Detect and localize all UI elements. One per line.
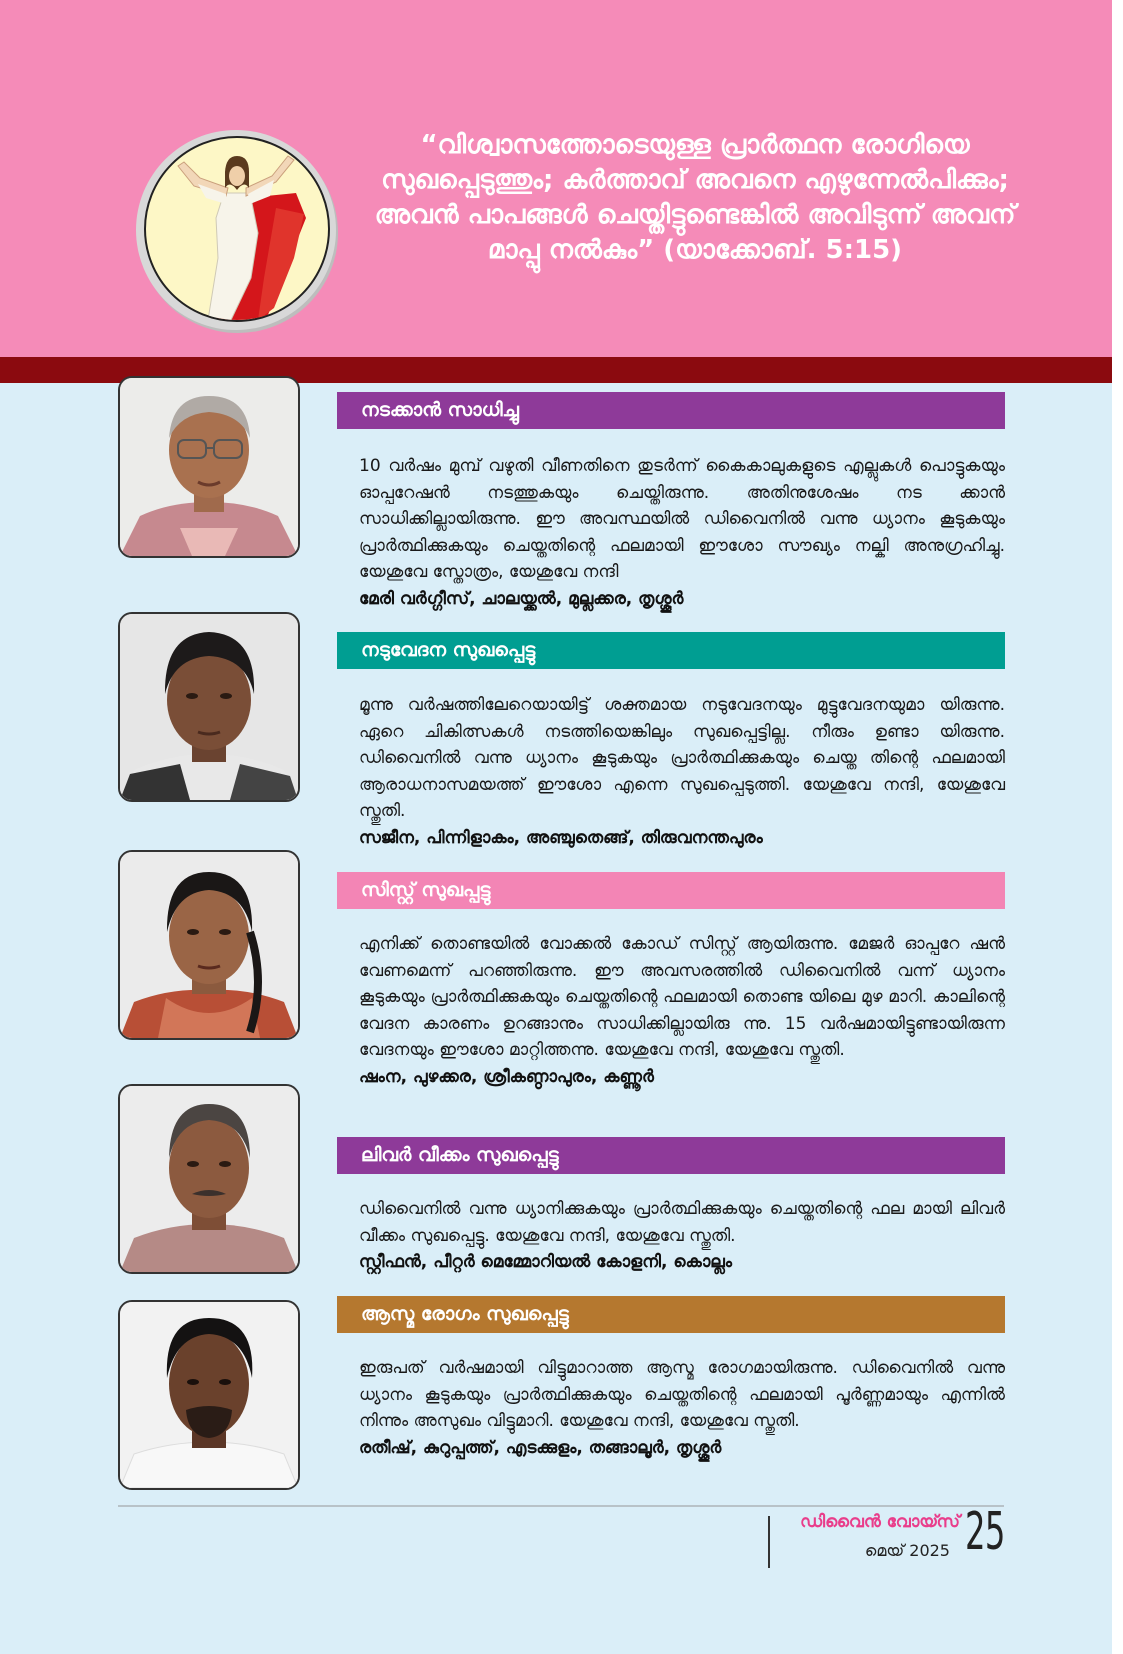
testimony-body-1: 10 വർഷം മുമ്പ് വഴുതി വീണതിനെ തുടർന്ന് കൈകാലുകളുടെ എല്ലുകൾ പൊട്ടുകയും ഓപ്പറേഷൻ നടത്തുകയും ചെയ്തിരുന്നു. അതിനുശേഷം നട ക്കാൻ സാധിക്കില്ലായിരുന്നു. ഈ അവസ്ഥയിൽ ഡിവൈനിൽ വന്നു ധ്യാനം കൂടുകയും പ്രാർത്ഥിക്കുകയും ചെയ്തതിന്റെ ഫലമായി ഈശോ സൗഖ്യം നല്കി അനുഗ്രഹിച്ചു. യേശുവേ സ്തോത്രം, യേശുവേ നന്ദി [359, 456, 1005, 582]
testimony-signature-2: സജീന, പിന്നിളാകം, അഞ്ചുതെങ്ങ്, തിരുവനന്തപുരം [359, 827, 763, 848]
testimony-photo-3 [118, 850, 300, 1040]
testimony-text-4 [359, 1196, 1005, 1276]
jesus-illustration [144, 136, 330, 322]
bible-quote: “വിശ്വാസത്തോടെയുള്ള പ്രാർത്ഥന രോഗിയെ സുഖപ്പെടുത്തും; കർത്താവ് അവനെ എഴുന്നേൽപിക്കും; അവൻ പാപങ്ങൾ ചെയ്തിട്ടുണ്ടെങ്കിൽ അവിടുന്ന് അവന് മാപ്പു നൽകും” (യാക്കോബ്. 5:15) [374, 130, 1016, 265]
testimony-text-1 [359, 453, 1005, 612]
testimony-photo-1 [118, 376, 300, 558]
testimony-photo-2 [118, 612, 300, 802]
issue-date: മെയ് 2025 [864, 1541, 950, 1560]
testimony-signature-5: രതീഷ്, കുറുപ്പത്ത്, എടക്കുളം, തങ്ങാലൂർ, തൃശ്ശൂർ [359, 1437, 722, 1458]
testimony-body-2: മൂന്നു വർഷത്തിലേറെയായിട്ട് ശക്തമായ നടുവേദനയും മുട്ടുവേദനയുമാ യിരുന്നു. ഏറെ ചികിത്സകൾ നടത്തിയെങ്കിലും സുഖപ്പെട്ടില്ല. നീരും ഉണ്ടാ യിരുന്നു. ഡിവൈനിൽ വന്നു ധ്യാനം കൂടുകയും പ്രാർത്ഥിക്കുകയും ചെയ്ത തിന്റെ ഫലമായി ആരാധനാസമയത്ത് ഈശോ എന്നെ സുഖപ്പെടുത്തി. യേശുവേ നന്ദി, യേശുവേ സ്തുതി. [359, 695, 1005, 821]
jesus-figure-image [146, 138, 328, 320]
magazine-name: ഡിവൈൻ വോയ്സ് [800, 1512, 960, 1532]
portrait-elderly-woman [120, 378, 298, 556]
testimony-title-4: ലിവർ വീക്കം സുഖപ്പെട്ടു [337, 1137, 1005, 1174]
portrait-woman-scarf [120, 852, 298, 1038]
testimony-body-4: ഡിവൈനിൽ വന്നു ധ്യാനിക്കുകയും പ്രാർത്ഥിക്കുകയും ചെയ്തതിന്റെ ഫല മായി ലിവർ വീക്കം സുഖപ്പെട്ടു. യേശുവേ നന്ദി, യേശുവേ സ്തുതി. [359, 1199, 1005, 1246]
jesus-medallion [136, 130, 336, 330]
testimony-photo-4 [118, 1084, 300, 1274]
testimony-title-3: സിസ്റ്റ് സുഖപ്പട്ടു [337, 872, 1005, 909]
testimony-body-5: ഇരുപത് വർഷമായി വിട്ടുമാറാത്ത ആസ്മ രോഗമായിരുന്നു. ഡിവൈനിൽ വന്നു ധ്യാനം കൂടുകയും പ്രാർത്ഥിക്കുകയും ചെയ്തതിന്റെ ഫലമായി പൂർണ്ണമായും എന്നിൽ നിന്നും അസുഖം വിട്ടുമാറി. യേശുവേ നന്ദി, യേശുവേ സ്തുതി. [359, 1358, 1005, 1431]
testimony-signature-1: മേരി വർഗ്ഗീസ്, ചാലയ്ക്കൽ, മുല്ലക്കര, തൃശ്ശൂർ [359, 588, 684, 609]
testimony-signature-3: ഷംന, പുഴക്കര, ശ്രീകണ്ഠാപുരം, കണ്ണൂർ [359, 1066, 654, 1087]
footer-rule [118, 1505, 1004, 1507]
testimony-photo-5 [118, 1300, 300, 1490]
portrait-woman [120, 614, 298, 800]
portrait-man-beard [120, 1302, 298, 1488]
page-number: 25 [965, 1502, 1005, 1562]
footer-divider [768, 1516, 770, 1568]
testimony-title-1: നടക്കാൻ സാധിച്ചു [337, 392, 1005, 429]
testimony-title-2: നടുവേദന സുഖപ്പെട്ടു [337, 632, 1005, 669]
testimony-title-5: ആസ്മ രോഗം സുഖപ്പെട്ടു [337, 1296, 1005, 1333]
portrait-man-mustache [120, 1086, 298, 1272]
testimony-text-5 [359, 1355, 1005, 1461]
testimony-text-2 [359, 692, 1005, 851]
testimony-body-3: എനിക്ക് തൊണ്ടയിൽ വോക്കൽ കോഡ് സിസ്റ്റ് ആയിരുന്നു. മേജർ ഓപ്പറേ ഷൻ വേണമെന്ന് പറഞ്ഞിരുന്നു. ഈ അവസരത്തിൽ ഡിവൈനിൽ വന്ന് ധ്യാനം കൂടുകയും പ്രാർത്ഥിക്കുകയും ചെയ്തതിന്റെ ഫലമായി തൊണ്ട യിലെ മുഴ മാറി. കാലിന്റെ വേദന കാരണം ഉറങ്ങാനും സാധിക്കില്ലായിരു ന്നു. 15 വർഷമായിട്ടുണ്ടായിരുന്ന വേദനയും ഈശോ മാറ്റിത്തന്നു. യേശുവേ നന്ദി, യേശുവേ സ്തുതി. [359, 934, 1005, 1060]
testimony-text-3 [359, 931, 1005, 1090]
page-edge [1112, 0, 1123, 1654]
testimony-signature-4: സ്റ്റീഫൻ, പീറ്റർ മെമ്മോറിയൽ കോളനി, കൊല്ലം [359, 1252, 732, 1272]
